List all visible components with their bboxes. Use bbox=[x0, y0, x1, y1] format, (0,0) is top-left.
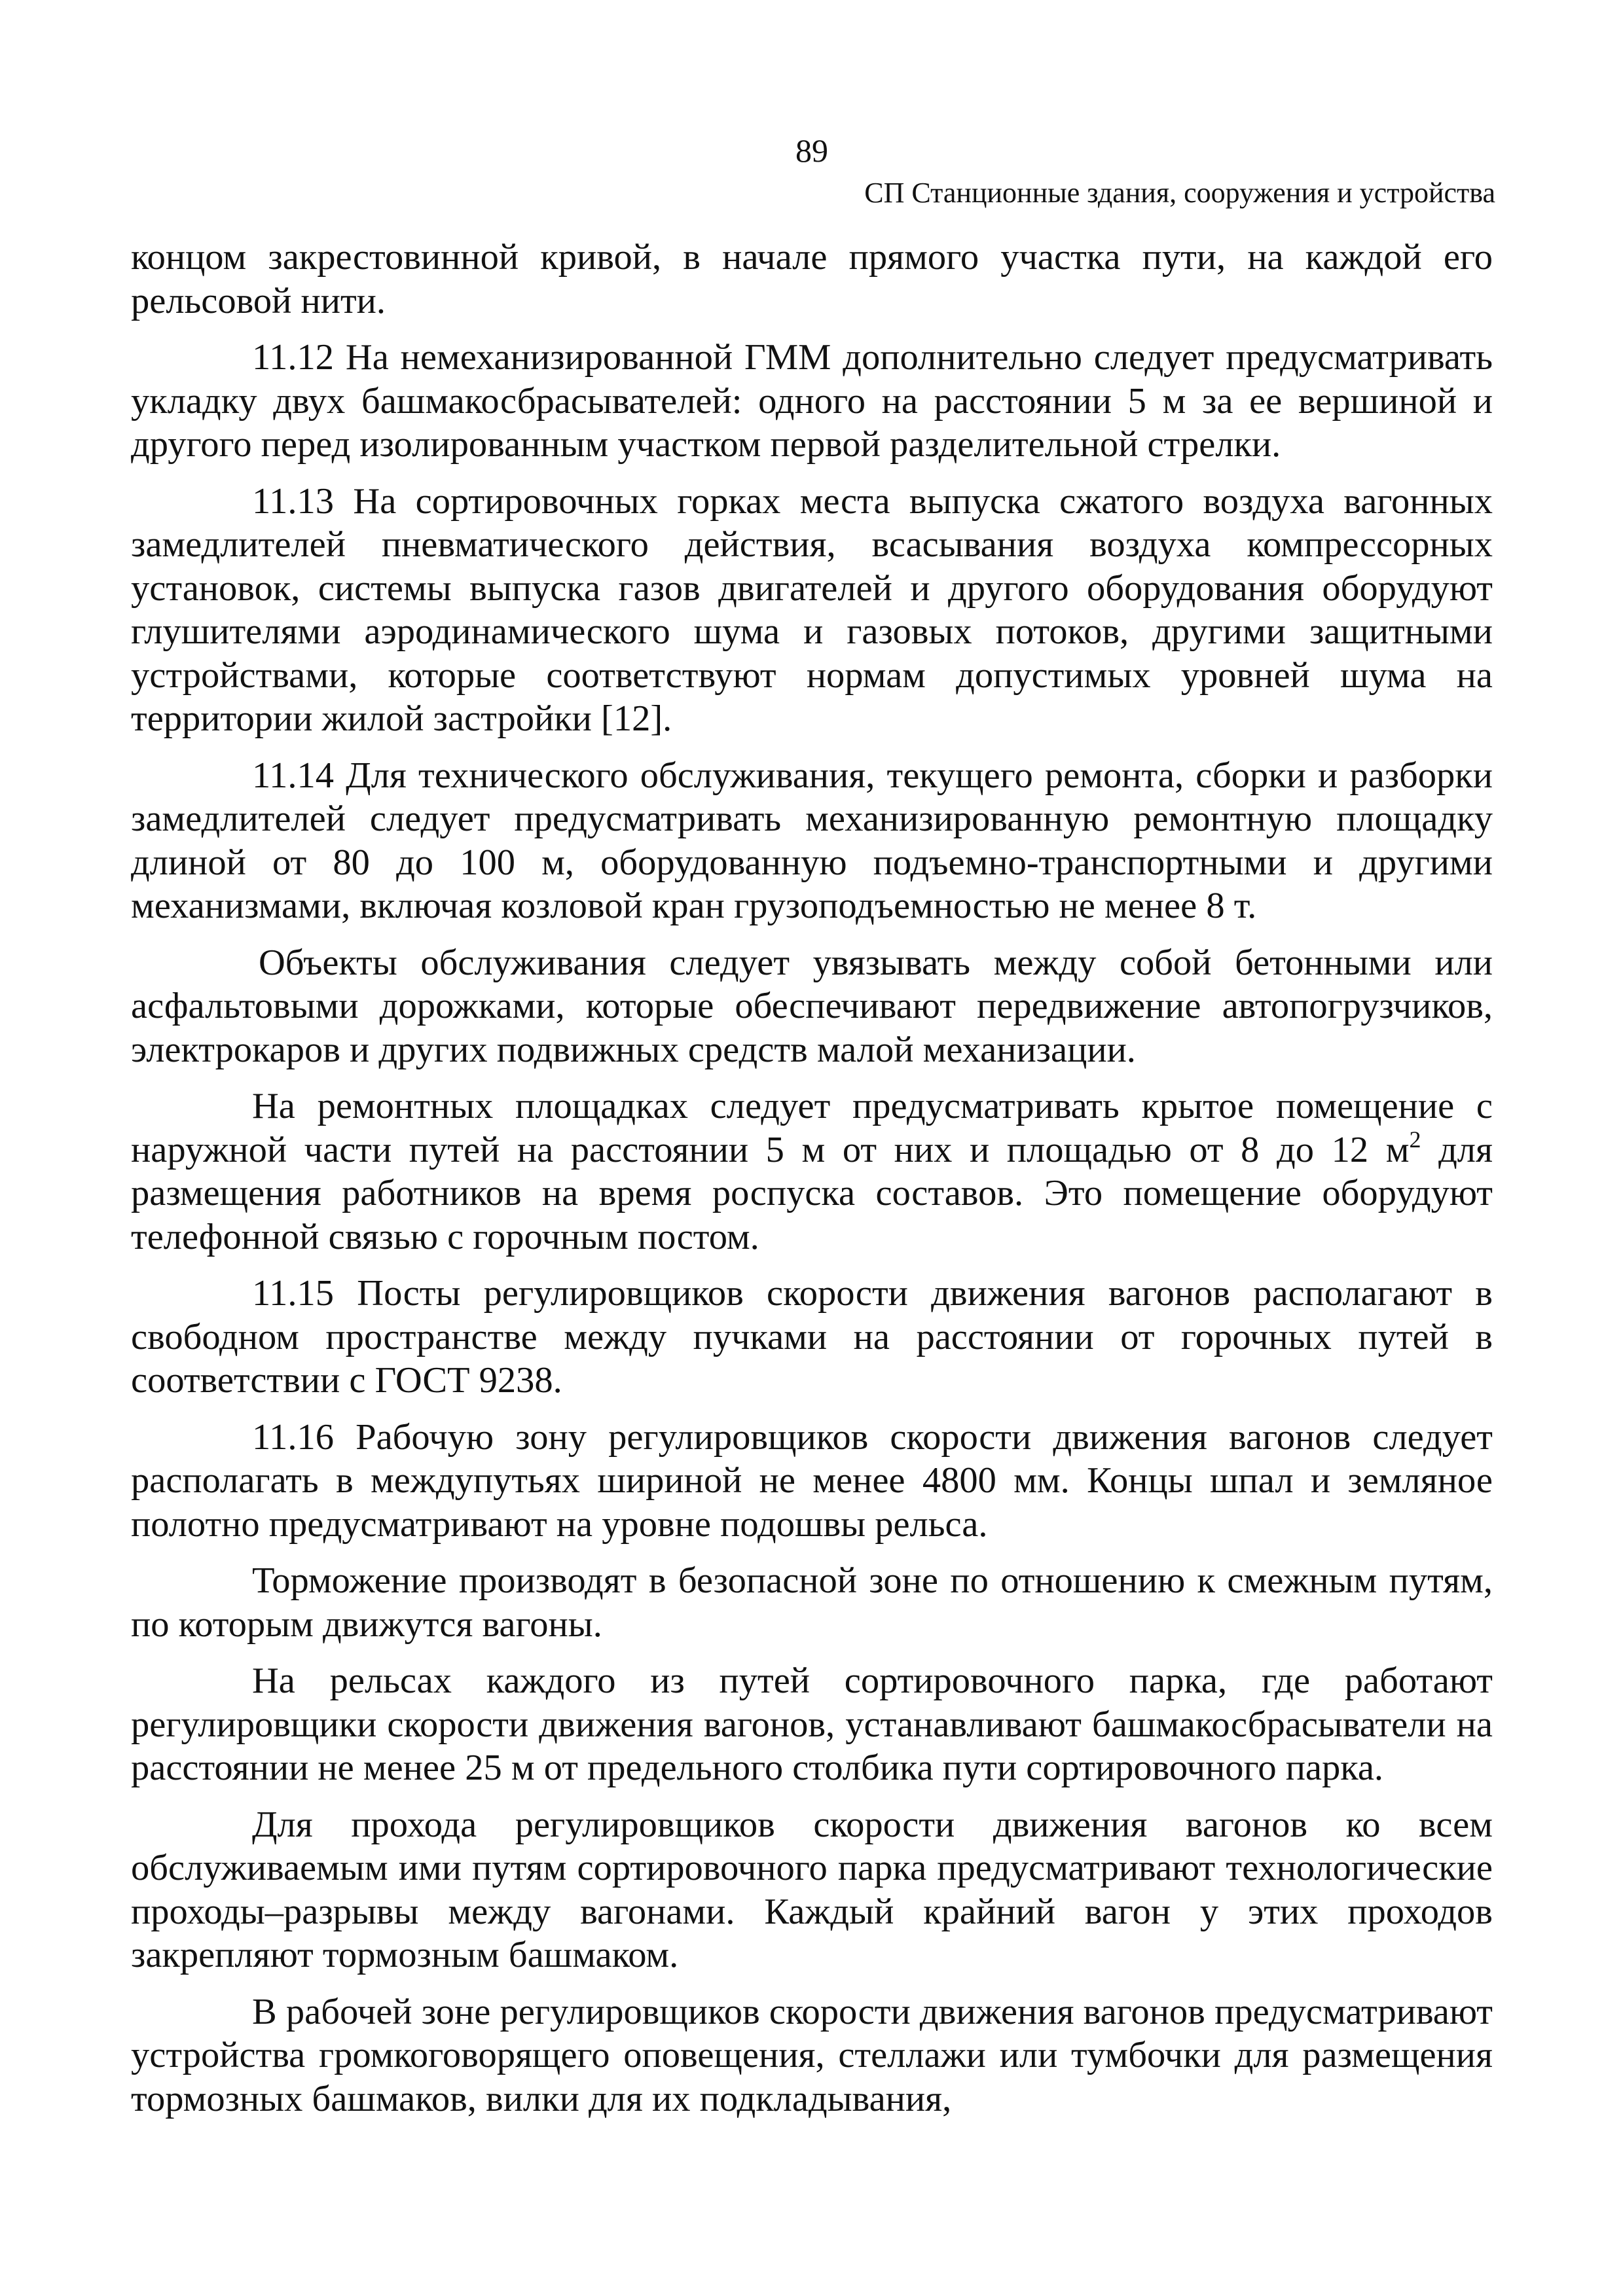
paragraph-11-14: 11.14 Для технического обслуживания, текущего ремонта, сборки и разборки замедлителей следует предусматривать механизированную ремонтную площадку длиной от 80 до 100 м, оборудованную подъемно-транспортными и другими механизмами, включая козловой кран грузоподъемностью не менее 8 т. bbox=[131, 755, 1493, 926]
paragraph-continuation: концом закрестовинной кривой, в начале прямого участка пути, на каждой его рельсовой нити. bbox=[131, 237, 1493, 321]
paragraph-service-objects: Объекты обслуживания следует увязывать между собой бетонными или асфальтовыми дорожками, которые обеспечивают передвижение автопогрузчиков, электрокаров и других подвижных средств малой механизации. bbox=[131, 942, 1493, 1070]
repair-sites-text-end: для размещения работников на время роспуска составов. Это помещение оборудуют телефонной связью с горочным постом. bbox=[131, 1129, 1493, 1257]
paragraph-11-12: 11.12 На немеханизированной ГММ дополнительно следует предусматривать укладку двух башмакосбрасывателей: одного на расстоянии 5 м за ее вершиной и другого перед изолированным участком первой разделительной стрелки. bbox=[131, 337, 1493, 465]
paragraph-11-15: 11.15 Посты регулировщиков скорости движения вагонов располагают в свободном пространстве между пучками на расстоянии от горочных путей в соответствии с ГОСТ 9238. bbox=[131, 1273, 1493, 1401]
body-text bbox=[131, 236, 1493, 2121]
paragraph-11-16: 11.16 Рабочую зону регулировщиков скорости движения вагонов следует располагать в междупутьях шириной не менее 4800 мм. Концы шпал и земляное полотно предусматривают на уровне подошвы рельса. bbox=[131, 1416, 1493, 1545]
paragraph-working-zone: В рабочей зоне регулировщиков скорости движения вагонов предусматривают устройства громкоговорящего оповещения, стеллажи или тумбочки для размещения тормозных башмаков, вилки для их подкладывания, bbox=[131, 1991, 1493, 2119]
paragraph-repair-sites bbox=[131, 1085, 1493, 1259]
running-header: СП Станционные здания, сооружения и устройства bbox=[864, 177, 1495, 209]
paragraph-passages: Для прохода регулировщиков скорости движения вагонов ко всем обслуживаемым ими путям сортировочного парка предусматривают технологические проходы–разрывы между вагонами. Каждый крайний вагон у этих проходов закрепляют тормозным башмаком. bbox=[131, 1804, 1493, 1975]
page-number: 89 bbox=[795, 132, 828, 169]
paragraph-braking: Торможение производят в безопасной зоне по отношению к смежным путям, по которым движутся вагоны. bbox=[131, 1560, 1493, 1645]
paragraph-11-13: 11.13 На сортировочных горках места выпуска сжатого воздуха вагонных замедлителей пневматического действия, всасывания воздуха компрессорных установок, системы выпуска газов двигателей и другого оборудования оборудуют глушителями аэродинамического шума и газовых потоков, другими защитными устройствами, которые соответствуют нормам допустимых уровней шума на территории жилой застройки [12]. bbox=[131, 480, 1493, 739]
paragraph-shoe-removers: На рельсах каждого из путей сортировочного парка, где работают регулировщики скорости движения вагонов, устанавливают башмакосбрасыватели на расстоянии не менее 25 м от предельного столбика пути сортировочного парка. bbox=[131, 1660, 1493, 1788]
repair-sites-text-start: На ремонтных площадках следует предусматривать крытое помещение с наружной части путей на расстоянии 5 м от них и площадью от 8 до 12 м bbox=[131, 1086, 1493, 1170]
square-superscript: 2 bbox=[1409, 1126, 1421, 1153]
